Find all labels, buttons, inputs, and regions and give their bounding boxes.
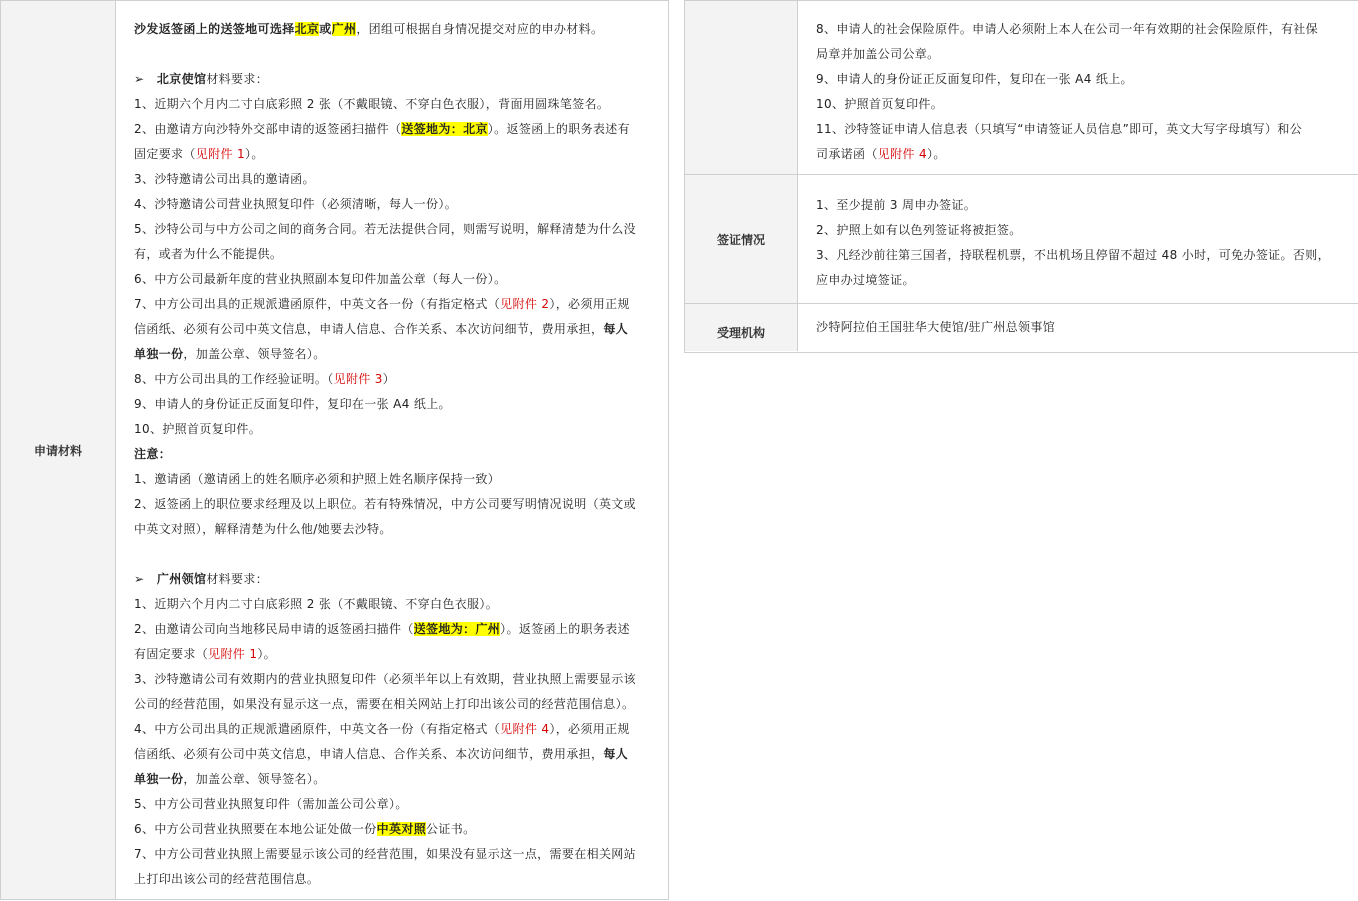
text-line: 公司的经营范围，如果没有显示这一点，需要在相关网站上打印出该公司的经营范围信息）。 [134, 697, 635, 711]
row-label-visa: 签证情况 [685, 175, 798, 303]
attachment-ref: 见附件 4 [877, 147, 927, 161]
text-line: 3、凡经沙前往第三国者，持联程机票，不出机场且停留不超过 48 小时，可免办签证。否则， [816, 248, 1330, 262]
application-materials-table [0, 0, 669, 900]
text-line: 有固定要求（见附件 1）。 [134, 647, 277, 661]
text-line: 单独一份，加盖公章、领导签名）。 [134, 347, 326, 361]
text-line: 1、邀请函（邀请函上的姓名顺序必须和护照上姓名顺序保持一致） [134, 472, 501, 486]
text-line: 有，或者为什么不能提供。 [134, 247, 283, 261]
intro-line: 沙发返签函上的送签地可选择北京或广州，团组可根据自身情况提交对应的申办材料。 [134, 22, 604, 36]
text-line: 5、沙特公司与中方公司之间的商务合同。若无法提供合同，则需写说明，解释清楚为什么没 [134, 222, 636, 236]
text-line: 2、护照上如有以色列签证将被拒签。 [816, 223, 1022, 237]
text-line: 9、申请人的身份证正反面复印件，复印在一张 A4 纸上。 [816, 72, 1133, 86]
text-line: 4、沙特邀请公司营业执照复印件（必须清晰，每人一份）。 [134, 197, 458, 211]
attachment-ref: 见附件 3 [333, 372, 383, 386]
text-line: 应申办过境签证。 [816, 273, 915, 287]
text-line: 9、申请人的身份证正反面复印件，复印在一张 A4 纸上。 [134, 397, 451, 411]
materials-content [134, 17, 668, 892]
arrow-icon: ➢ [134, 72, 145, 86]
text-line: 局章并加盖公司公章。 [816, 47, 940, 61]
attachment-ref: 见附件 1 [195, 147, 245, 161]
text-line: 沙特阿拉伯王国驻华大使馆/驻广州总领事馆 [816, 320, 1056, 334]
text-line: 2、返签函上的职位要求经理及以上职位。若有特殊情况，中方公司要写明情况说明（英文或 [134, 497, 636, 511]
attachment-ref: 见附件 1 [208, 647, 258, 661]
text-line: 3、沙特邀请公司有效期内的营业执照复印件（必须半年以上有效期，营业执照上需要显示该 [134, 672, 636, 686]
agency-content [816, 315, 1358, 340]
row-label-empty [685, 1, 798, 174]
text-line: 上打印出该公司的经营范围信息。 [134, 872, 320, 886]
text-line: 1、近期六个月内二寸白底彩照 2 张（不戴眼镜、不穿白色衣服），背面用圆珠笔签名。 [134, 97, 610, 111]
text-line: 2、由邀请方向沙特外交部申请的返签函扫描件（送签地为：北京）。返签函上的职务表述有 [134, 122, 630, 136]
text-line: 6、中方公司最新年度的营业执照副本复印件加盖公章（每人一份）。 [134, 272, 507, 286]
text-line: 10、护照首页复印件。 [134, 422, 262, 436]
text-line: 4、中方公司出具的正规派遣函原件，中英文各一份（有指定格式（见附件 4），必须用正规 [134, 722, 630, 736]
text-line: 8、中方公司出具的工作经验证明。（见附件 3） [134, 372, 396, 386]
text-line: 2、由邀请公司向当地移民局申请的返签函扫描件（送签地为：广州）。返签函上的职务表述 [134, 622, 630, 636]
text-line: 3、沙特邀请公司出具的邀请函。 [134, 172, 315, 186]
text-line: 中英文对照），解释清楚为什么他/她要去沙特。 [134, 522, 392, 536]
text-line: 司承诺函（见附件 4）。 [816, 147, 946, 161]
text-line: 单独一份，加盖公章、领导签名）。 [134, 772, 326, 786]
text-line: 固定要求（见附件 1）。 [134, 147, 264, 161]
visa-content [816, 193, 1358, 293]
text-line: 6、中方公司营业执照要在本地公证处做一份中英对照公证书。 [134, 822, 476, 836]
row-label-agency: 受理机构 [685, 304, 798, 351]
text-line: 7、中方公司营业执照上需要显示该公司的经营范围，如果没有显示这一点，需要在相关网站 [134, 847, 636, 861]
text-line: 信函纸、必须有公司中英文信息，申请人信息、合作关系、本次访问细节，费用承担，每人 [134, 322, 629, 336]
text-line: 10、护照首页复印件。 [816, 97, 944, 111]
visa-info-table [684, 0, 1358, 353]
beijing-heading: ➢ 北京使馆材料要求： [134, 72, 269, 86]
row-label-materials: 申请材料 [1, 1, 116, 899]
note-heading: 注意： [134, 447, 172, 461]
materials-continuation [816, 17, 1358, 167]
arrow-icon: ➢ [134, 572, 145, 586]
text-line: 5、中方公司营业执照复印件（需加盖公司公章）。 [134, 797, 408, 811]
text-line: 1、近期六个月内二寸白底彩照 2 张（不戴眼镜、不穿白色衣服）。 [134, 597, 499, 611]
text-line: 8、申请人的社会保险原件。申请人必须附上本人在公司一年有效期的社会保险原件，有社保 [816, 22, 1318, 36]
guangzhou-heading: ➢ 广州领馆材料要求： [134, 572, 269, 586]
text-line: 1、至少提前 3 周申办签证。 [816, 198, 977, 212]
text-line: 7、中方公司出具的正规派遣函原件，中英文各一份（有指定格式（见附件 2），必须用正规 [134, 297, 630, 311]
attachment-ref: 见附件 2 [500, 297, 550, 311]
text-line: 11、沙特签证申请人信息表（只填写“申请签证人员信息”即可，英文大写字母填写）和公 [816, 122, 1303, 136]
attachment-ref: 见附件 4 [500, 722, 550, 736]
text-line: 信函纸、必须有公司中英文信息，申请人信息、合作关系、本次访问细节，费用承担，每人 [134, 747, 629, 761]
